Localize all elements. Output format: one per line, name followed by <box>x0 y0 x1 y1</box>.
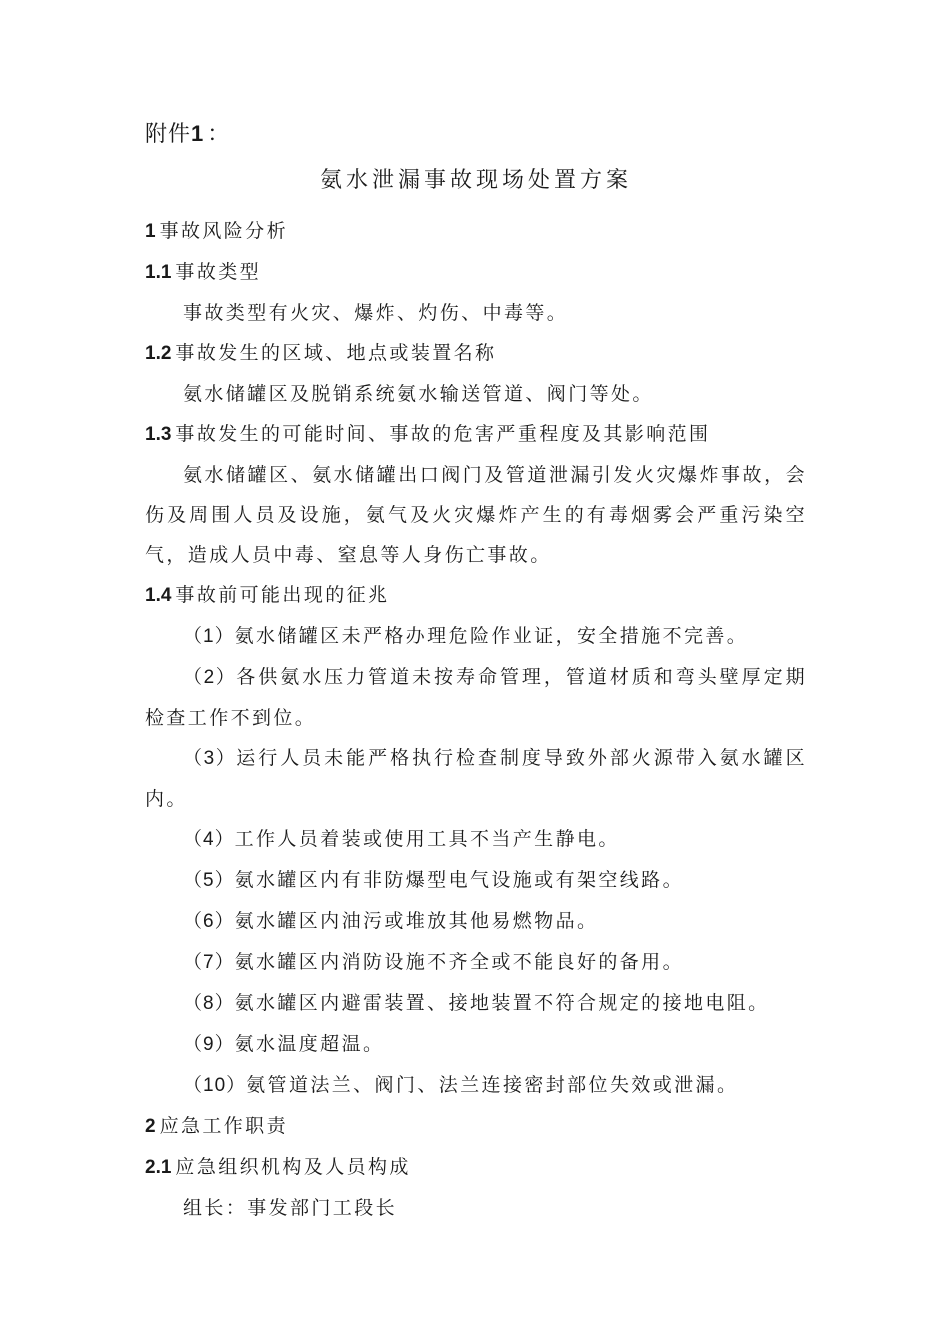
list-item-number: （3） <box>183 748 237 769</box>
list-item-2 <box>145 657 807 738</box>
section-1-2-body: 氨水储罐区及脱销系统氨水输送管道、阀门等处。 <box>183 383 654 405</box>
list-item-7 <box>145 942 807 983</box>
list-item-text: 各供氨水压力管道未按寿命管理，管道材质和弯头壁厚定期检查工作不到位。 <box>145 666 807 729</box>
section-heading-1-2 <box>145 333 807 374</box>
document-body <box>145 114 807 1228</box>
section-number: 1.1 <box>145 262 172 283</box>
section-number: 1.2 <box>145 343 172 364</box>
list-item-9 <box>145 1024 807 1065</box>
section-number: 2.1 <box>145 1157 172 1178</box>
list-item-1 <box>145 616 807 657</box>
section-1-3-body: 氨水储罐区、氨水储罐出口阀门及管道泄漏引发火灾爆炸事故，会伤及周围人员及设施，氨气及火灾爆炸产生的有毒烟雾会严重污染空气，造成人员中毒、窒息等人身伤亡事故。 <box>145 464 807 566</box>
list-item-text: 氨水储罐区未严格办理危险作业证，安全措施不完善。 <box>234 625 749 647</box>
section-number: 2 <box>145 1116 156 1137</box>
section-heading-1-3 <box>145 414 807 455</box>
list-item-text: 氨管道法兰、阀门、法兰连接密封部位失效或泄漏。 <box>246 1074 739 1096</box>
attachment-number: 1 <box>191 121 204 146</box>
section-heading-2 <box>145 1106 807 1147</box>
section-1-1-body: 事故类型有火灾、爆炸、灼伤、中毒等。 <box>183 302 569 324</box>
document-title: 氨水泄漏事故现场处置方案 <box>319 168 632 193</box>
section-heading-1-4 <box>145 575 807 616</box>
section-title: 事故类型 <box>175 261 262 283</box>
list-item-6 <box>145 901 807 942</box>
list-item-3 <box>145 738 807 819</box>
list-item-text: 氨水罐区内避雷装置、接地装置不符合规定的接地电阻。 <box>234 992 770 1014</box>
list-item-number: （5） <box>183 870 235 891</box>
list-item-text: 氨水罐区内有非防爆型电气设施或有架空线路。 <box>234 869 684 891</box>
section-title: 应急组织机构及人员构成 <box>175 1156 411 1178</box>
section-title: 事故前可能出现的征兆 <box>175 584 390 606</box>
section-title: 事故发生的可能时间、事故的危害严重程度及其影响范围 <box>175 423 711 445</box>
section-heading-1 <box>145 211 807 252</box>
section-number: 1.4 <box>145 585 172 606</box>
list-item-number: （4） <box>183 829 235 850</box>
section-heading-2-1 <box>145 1147 807 1188</box>
section-number: 1 <box>145 221 156 242</box>
attachment-colon: ： <box>207 122 231 147</box>
list-item-10 <box>145 1065 807 1106</box>
list-item-number: （6） <box>183 911 235 932</box>
list-item-number: （9） <box>183 1034 235 1055</box>
list-item-text: 工作人员着装或使用工具不当产生静电。 <box>234 828 620 850</box>
list-item-text: 氨水罐区内油污或堆放其他易燃物品。 <box>234 910 599 932</box>
list-item-number: （10） <box>183 1075 247 1096</box>
list-item-4 <box>145 819 807 860</box>
list-item-text: 氨水温度超温。 <box>234 1033 385 1055</box>
list-item-text: 氨水罐区内消防设施不齐全或不能良好的备用。 <box>234 951 684 973</box>
list-item-number: （7） <box>183 952 235 973</box>
section-2-1-body: 组长：事发部门工段长 <box>183 1197 398 1219</box>
attachment-label <box>145 114 807 155</box>
list-item-text: 运行人员未能严格执行检查制度导致外部火源带入氨水罐区内。 <box>145 747 807 810</box>
list-item-8 <box>145 983 807 1024</box>
section-title: 事故发生的区域、地点或装置名称 <box>175 342 497 364</box>
section-number: 1.3 <box>145 424 172 445</box>
section-title: 事故风险分析 <box>159 220 288 242</box>
list-item-5 <box>145 860 807 901</box>
list-item-number: （2） <box>183 667 237 688</box>
list-item-number: （8） <box>183 993 235 1014</box>
section-heading-1-1 <box>145 252 807 293</box>
attachment-text: 附件 <box>145 122 192 147</box>
list-item-number: （1） <box>183 626 235 647</box>
section-title: 应急工作职责 <box>159 1115 288 1137</box>
